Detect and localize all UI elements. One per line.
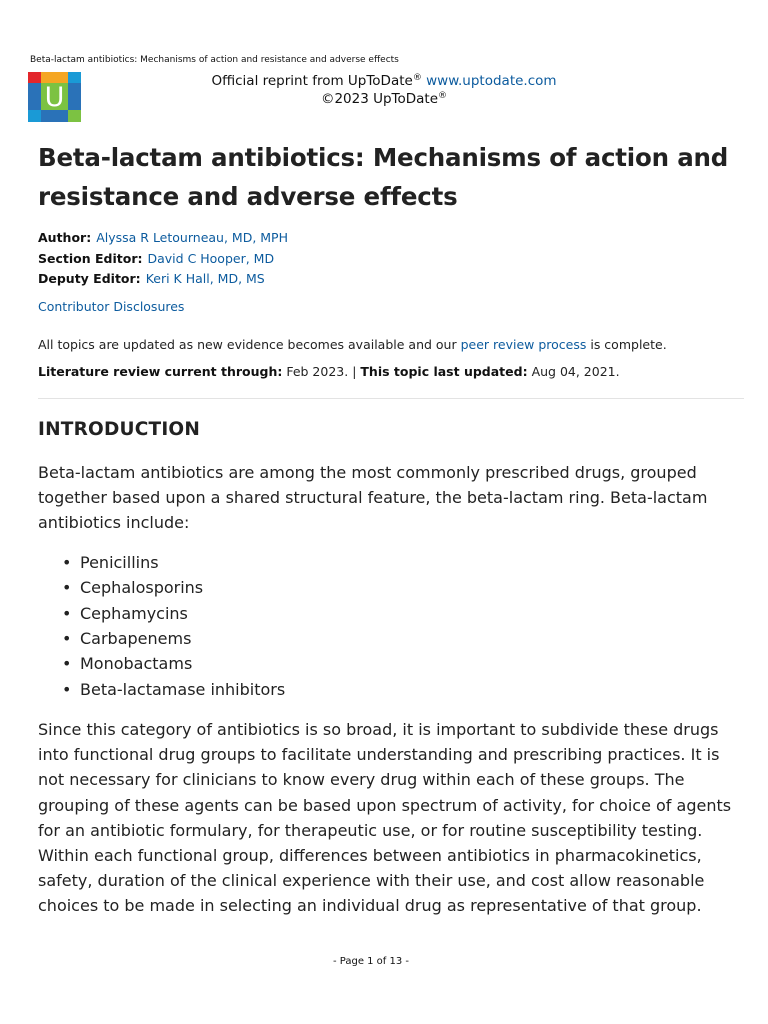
registered-mark-2: ®: [438, 91, 448, 101]
byline: [38, 228, 744, 290]
running-header-title: Beta-lactam antibiotics: Mechanisms of action and resistance and adverse effects: [30, 55, 399, 65]
bullet-icon: •: [62, 553, 72, 573]
update-note: [38, 336, 744, 354]
section-editor-link[interactable]: David C Hooper, MD: [147, 250, 275, 266]
section-divider: [38, 398, 744, 399]
list-item: [62, 651, 744, 676]
bullet-icon: •: [62, 578, 72, 598]
topic-content: [38, 138, 744, 919]
list-item-label: Penicillins: [80, 553, 159, 573]
list-item: [62, 575, 744, 600]
grouping-paragraph: Since this category of antibiotics is so broad, it is important to subdivide these drugs into functional drug groups to facilitate understanding and prescribing practices. It is not necessary for clinicians to know every drug within each of these groups. The grouping of these agents can be based upon spectrum of activity, for choice of agents for an antibiotic formulary, for therapeutic use, or for routine susceptibility testing. Within each functional group, differences between antibiotics in pharmacokinetics, safety, duration of the clinical experience with their use, and cost allow reasonable choices to be made in selecting an individual drug as representative of that group.: [38, 719, 732, 916]
list-item-label: Monobactams: [80, 654, 193, 674]
list-item-label: Cephamycins: [80, 603, 188, 623]
registered-mark: ®: [412, 73, 422, 83]
section-editor-row: [38, 249, 744, 270]
page-number-footer: - Page 1 of 13 -: [332, 956, 410, 967]
intro-paragraph: Beta-lactam antibiotics are among the most commonly prescribed drugs, grouped together based upon a shared structural feature, the beta-lactam ring. Beta-lactam antibiotics include:: [38, 462, 708, 532]
peer-review-process-link[interactable]: peer review process: [460, 336, 587, 352]
reprint-notice: [0, 72, 768, 108]
bullet-icon: •: [62, 654, 72, 674]
reprint-label: Official reprint from UpToDate: [211, 73, 413, 89]
update-note-after: is complete.: [586, 336, 667, 352]
uptodate-url-link[interactable]: www.uptodate.com: [426, 73, 557, 89]
list-item-label: Carbapenems: [80, 629, 192, 648]
logo-square-cyan-bottom: [28, 110, 41, 122]
list-item: [62, 550, 744, 575]
deputy-editor-row: [38, 269, 744, 290]
reprint-line-1: [0, 72, 768, 90]
last-updated-label: This topic last updated:: [360, 363, 528, 379]
bullet-icon: •: [62, 629, 72, 648]
literature-review-date: Feb 2023.: [286, 363, 349, 379]
section-editor-label: Section Editor:: [38, 250, 143, 266]
update-note-before: All topics are updated as new evidence becomes available and our: [38, 336, 461, 352]
list-item-label: Beta-lactamase inhibitors: [80, 679, 286, 699]
drug-class-list: [38, 550, 744, 702]
topic-title: Beta-lactam antibiotics: Mechanisms of action and resistance and adverse effects: [38, 143, 729, 211]
contributor-disclosures: [38, 298, 744, 316]
deputy-editor-label: Deputy Editor:: [38, 271, 141, 286]
author-row: [38, 228, 744, 249]
copyright-text: ©2023 UpToDate: [320, 91, 439, 107]
reprint-line-2: [0, 90, 768, 108]
review-status: [38, 363, 744, 381]
review-separator: |: [352, 363, 357, 379]
list-item: [62, 601, 744, 626]
contributor-disclosures-link[interactable]: Contributor Disclosures: [38, 298, 185, 314]
deputy-editor-link[interactable]: Keri K Hall, MD, MS: [145, 271, 265, 286]
logo-letter: U: [44, 82, 65, 113]
author-link[interactable]: Alyssa R Letourneau, MD, MPH: [96, 230, 288, 245]
author-label: Author:: [38, 230, 92, 245]
literature-review-label: Literature review current through:: [38, 363, 283, 379]
introduction-heading: INTRODUCTION: [38, 418, 201, 440]
list-item: [62, 677, 744, 702]
bullet-icon: •: [62, 603, 72, 623]
list-item: [62, 626, 744, 651]
last-updated-date: Aug 04, 2021.: [531, 363, 620, 379]
list-item-label: Cephalosporins: [80, 578, 204, 598]
logo-square-green-bottom: [68, 110, 81, 122]
bullet-icon: •: [62, 679, 72, 699]
